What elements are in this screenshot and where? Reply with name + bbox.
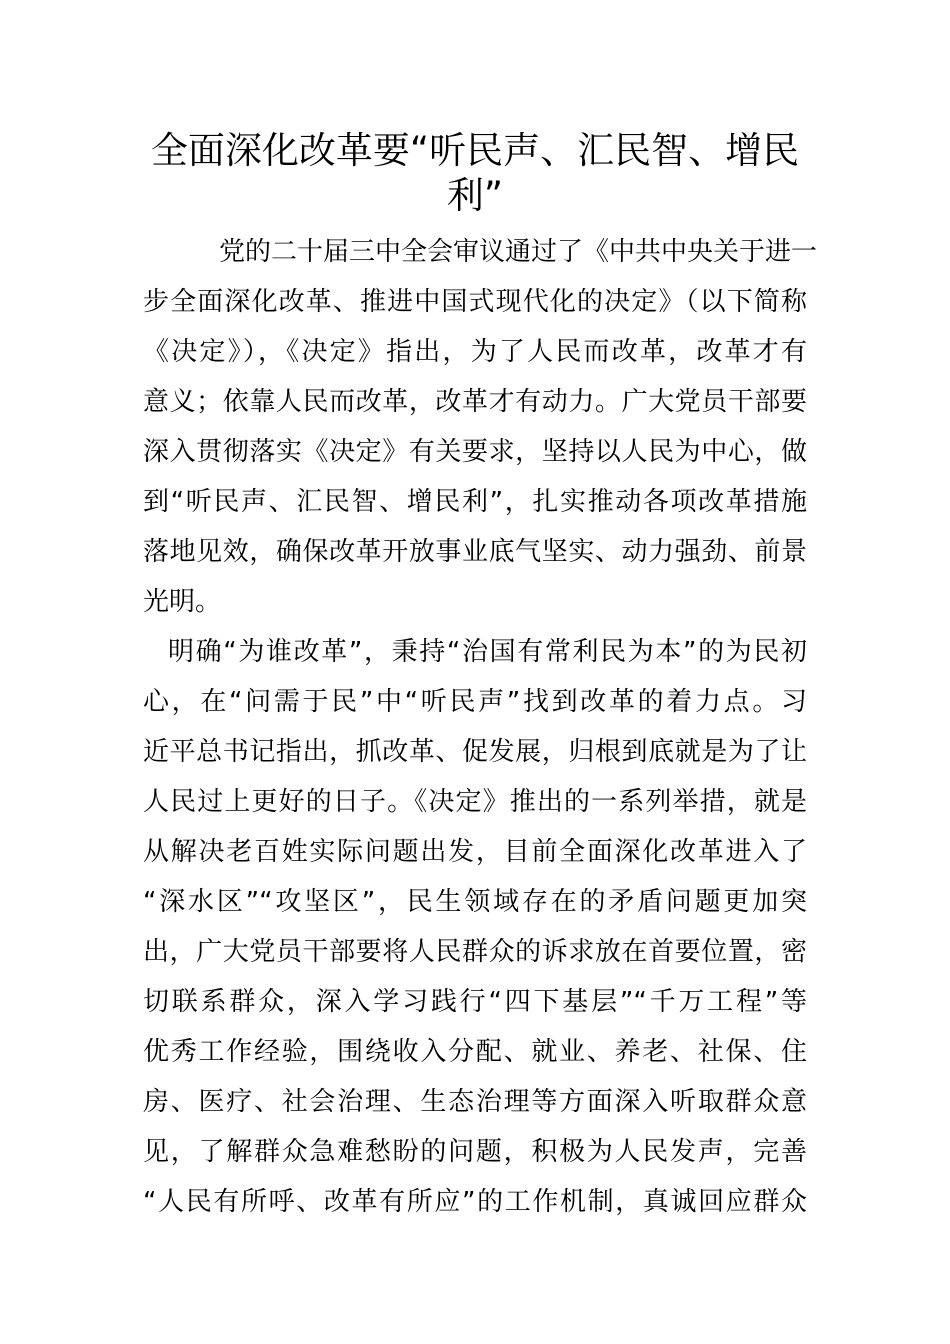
document-title-line-1: 全面深化改革要“听民声、汇民智、增民 <box>150 129 800 172</box>
paragraph-2-line-5: 从解决老百姓实际问题出发，目前全面深化改革进入了 <box>143 837 807 867</box>
paragraph-2-line-8: 切联系群众，深入学习践行“四下基层”“千万工程”等 <box>143 987 807 1017</box>
paragraph-2-line-9: 优秀工作经验，围绕收入分配、就业、养老、社保、住 <box>143 1037 807 1067</box>
paragraph-1-line-5: 深入贯彻落实《决定》有关要求，坚持以人民为中心，做 <box>143 437 807 467</box>
paragraph-2-line-3: 近平总书记指出，抓改革、促发展，归根到底就是为了让 <box>143 737 807 767</box>
paragraph-1-line-1: 党的二十届三中全会审议通过了《中共中央关于进一 <box>219 237 818 267</box>
paragraph-2-line-6: “深水区”“攻坚区”，民生领域存在的矛盾问题更加突 <box>143 887 807 917</box>
paragraph-2-line-10: 房、医疗、社会治理、生态治理等方面深入听取群众意 <box>143 1087 807 1117</box>
paragraph-2-line-12: “人民有所呼、改革有所应”的工作机制，真诚回应群众 <box>143 1187 807 1217</box>
paragraph-1-line-4: 意义；依靠人民而改革，改革才有动力。广大党员干部要 <box>143 387 807 417</box>
paragraph-1-line-7: 落地见效，确保改革开放事业底气坚实、动力强劲、前景 <box>143 537 807 567</box>
paragraph-2-line-2: 心，在“问需于民”中“听民声”找到改革的着力点。习 <box>143 687 807 717</box>
paragraph-2-line-1: 明确“为谁改革”，秉持“治国有常利民为本”的为民初 <box>168 637 807 667</box>
paragraph-1-line-6: 到“听民声、汇民智、增民利”，扎实推动各项改革措施 <box>143 487 807 517</box>
document-title <box>140 128 810 218</box>
paragraph-2-line-7: 出，广大党员干部要将人民群众的诉求放在首要位置，密 <box>143 937 807 967</box>
paragraph-1-line-2: 步全面深化改革、推进中国式现代化的决定》（以下简称 <box>143 287 807 317</box>
paragraph-2-line-11: 见，了解群众急难愁盼的问题，积极为人民发声，完善 <box>143 1137 807 1167</box>
document-title-line-2: 利” <box>446 174 504 217</box>
paragraph-2-line-4: 人民过上更好的日子。《决定》推出的一系列举措，就是 <box>143 787 807 817</box>
paragraph-1-line-8: 光明。 <box>143 587 222 617</box>
paragraph-1-line-3: 《决定》），《决定》指出，为了人民而改革，改革才有 <box>143 337 807 367</box>
